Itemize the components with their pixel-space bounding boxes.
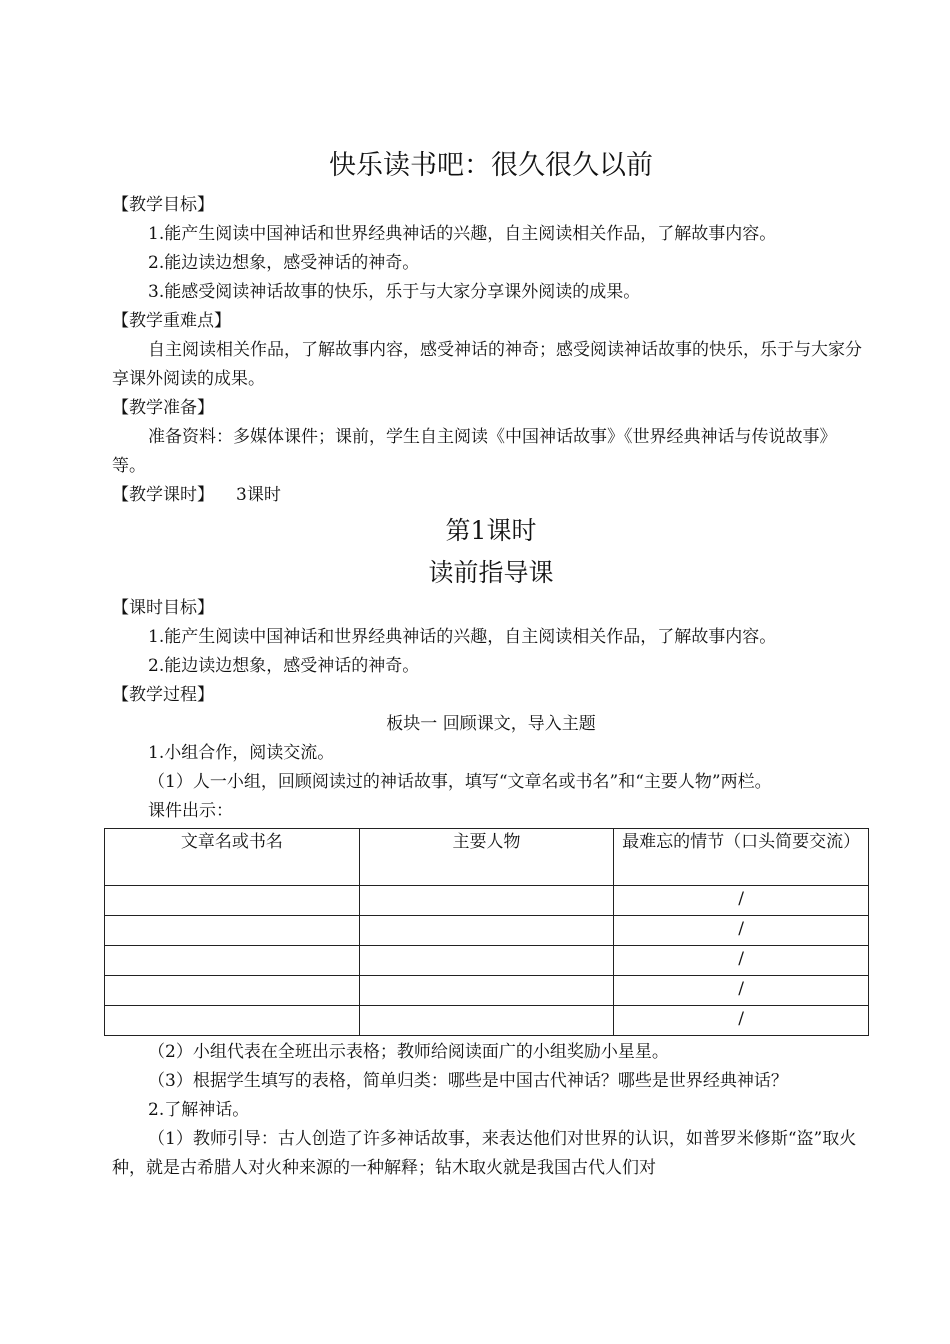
table-cell [105,916,360,946]
key-points-text: 自主阅读相关作品，了解故事内容，感受神话的神奇；感受阅读神话故事的快乐，乐于与大家分享课外阅读的成果。 [112,340,862,389]
key-points-heading: 【教学重难点】 [112,311,231,331]
table-cell [105,1006,360,1036]
table-cell [359,916,614,946]
table-cell [359,886,614,916]
table-cell [105,976,360,1006]
table-cell [105,946,360,976]
table-cell [359,976,614,1006]
step-1-3: （3）根据学生填写的表格，简单归类：哪些是中国古代神话？哪些是世界经典神话？ [148,1071,788,1091]
table-cell: / [614,886,869,916]
courseware-label: 课件出示： [148,801,233,821]
goal-item-3: 3.能感受阅读神话故事的快乐，乐于与大家分享课外阅读的成果。 [148,282,641,302]
step-2: 2.了解神话。 [148,1100,250,1120]
table-row [105,1006,869,1036]
goal-item-2: 2.能边读边想象，感受神话的神奇。 [148,253,420,273]
table-header-cell: 最难忘的情节（口头简要交流） [614,829,869,886]
document-page [112,145,870,1183]
lesson-goals-heading: 【课时目标】 [112,598,214,618]
document-title: 快乐读书吧：很久很久以前 [329,150,653,181]
prep-text: 准备资料：多媒体课件；课前，学生自主阅读《中国神话故事》《世界经典神话与传说故事》等。 [112,427,837,476]
table-row [105,886,869,916]
lesson-title: 第1课时 [445,516,537,545]
table-row [105,946,869,976]
table-header-cell: 主要人物 [359,829,614,886]
table-cell: / [614,946,869,976]
table-row [105,916,869,946]
lesson-goal-1: 1.能产生阅读中国神话和世界经典神话的兴趣，自主阅读相关作品，了解故事内容。 [148,627,777,647]
periods-line [112,481,870,510]
step-1: 1.小组合作，阅读交流。 [148,743,335,763]
process-heading: 【教学过程】 [112,685,214,705]
table-cell: / [614,976,869,1006]
table-cell: / [614,1006,869,1036]
block-title: 板块一 回顾课文，导入主题 [386,714,596,734]
reading-record-table [104,828,869,1036]
table-cell: / [614,916,869,946]
lesson-goal-2: 2.能边读边想象，感受神话的神奇。 [148,656,420,676]
step-1-2: （2）小组代表在全班出示表格；教师给阅读面广的小组奖励小星星。 [148,1042,669,1062]
goal-item-1: 1.能产生阅读中国神话和世界经典神话的兴趣，自主阅读相关作品，了解故事内容。 [148,224,777,244]
table-header-cell: 文章名或书名 [105,829,360,886]
lesson-subtitle: 读前指导课 [428,558,554,587]
step-1-1: （1）人一小组，回顾阅读过的神话故事，填写“文章名或书名”和“主要人物”两栏。 [148,772,772,792]
goals-heading: 【教学目标】 [112,195,214,215]
step-2-1: （1）教师引导：古人创造了许多神话故事，来表达他们对世界的认识，如普罗米修斯“盗”取火种，就是古希腊人对火种来源的一种解释；钻木取火就是我国古代人们对 [112,1129,857,1178]
table-row [105,976,869,1006]
periods-value: 3课时 [236,485,281,505]
table-cell [105,886,360,916]
table-cell [359,946,614,976]
table-header-row [105,829,869,886]
prep-heading: 【教学准备】 [112,398,214,418]
table-cell [359,1006,614,1036]
periods-heading: 【教学课时】 [112,485,214,505]
